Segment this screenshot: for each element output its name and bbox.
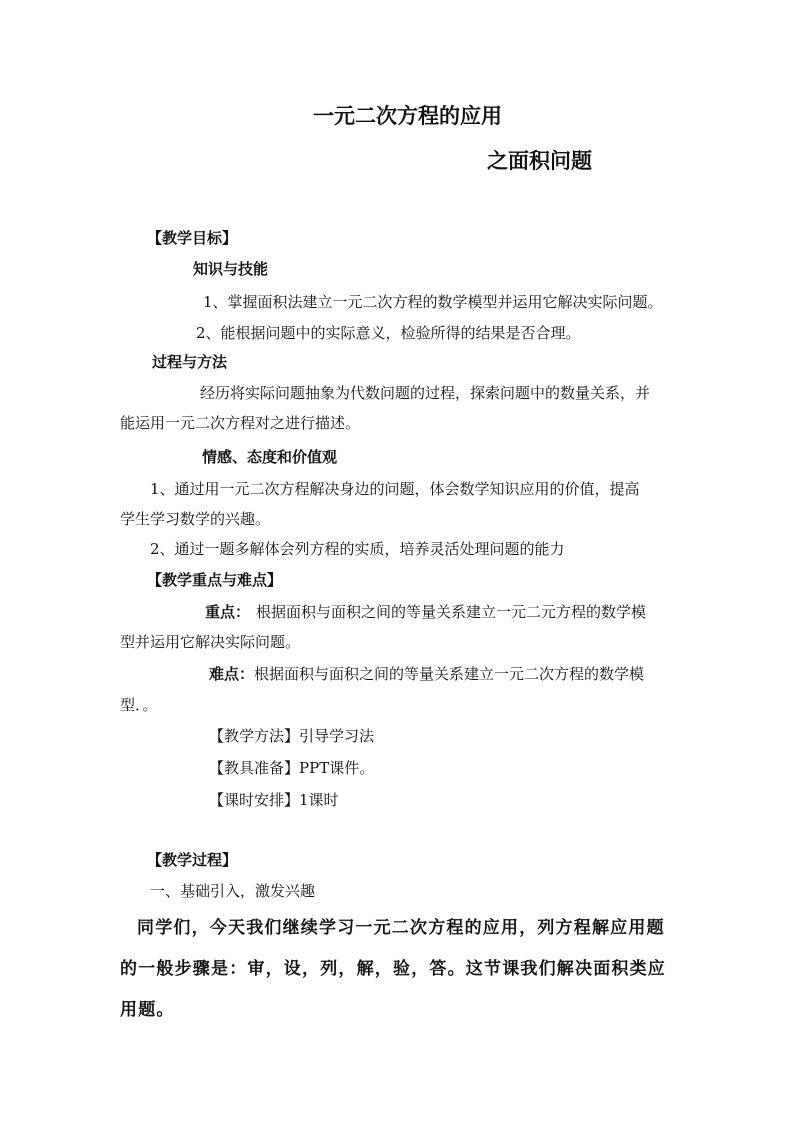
- emotion-heading: 情感、态度和价值观: [202, 448, 338, 466]
- teaching-method-label: 【教学方法】: [209, 727, 300, 745]
- knowledge-heading: 知识与技能: [193, 260, 269, 278]
- class-hours: [209, 790, 339, 810]
- teaching-method-value: 引导学习法: [299, 727, 375, 745]
- intro-paragraph-line-1: 同学们，今天我们继续学习一元二次方程的应用，列方程解应用题: [137, 918, 665, 938]
- key-point-label: 重点：: [205, 603, 251, 621]
- document-subtitle: 之面积问题: [487, 149, 592, 173]
- knowledge-item-2: 2、能根据问题中的实际意义，检验所得的结果是否合理。: [196, 324, 581, 342]
- teaching-method: [209, 726, 374, 746]
- intro-paragraph-line-3: 用题。: [120, 1000, 175, 1020]
- objectives-heading: 【教学目标】: [147, 229, 238, 247]
- key-point-line-2: 型并运用它解决实际问题。: [120, 633, 301, 651]
- process-method-heading: 过程与方法: [152, 353, 228, 371]
- intro-paragraph-line-2: 的一般步骤是：审，设，列，解，验，答。这节课我们解决面积类应: [120, 959, 666, 979]
- knowledge-item-1: 1、掌握面积法建立一元二次方程的数学模型并运用它解决实际问题。: [203, 293, 663, 311]
- teaching-process-heading: 【教学过程】: [147, 851, 238, 869]
- teaching-tools: [209, 758, 374, 778]
- emotion-item-1-line-2: 学生学习数学的兴趣。: [120, 510, 271, 528]
- class-hours-value: 1课时: [299, 791, 339, 809]
- teaching-tools-value: PPT课件。: [299, 759, 375, 777]
- emotion-item-1-line-1: 1、通过用一元二次方程解决身边的问题，体会数学知识应用的价值，提高: [150, 480, 640, 498]
- process-method-line-1: 经历将实际问题抽象为代数问题的过程，探索问题中的数量关系，并: [200, 384, 651, 402]
- teaching-tools-label: 【教具准备】: [209, 759, 300, 777]
- step-1-heading: 一、基础引入，激发兴趣: [150, 882, 316, 900]
- class-hours-label: 【课时安排】: [209, 791, 300, 809]
- difficult-point-label: 难点：: [209, 665, 255, 683]
- difficult-point-text: 根据面积与面积之间的等量关系建立一元二次方程的数学模: [254, 665, 645, 683]
- process-method-line-2: 能运用一元二次方程对之进行描述。: [120, 414, 361, 432]
- document-title: 一元二次方程的应用: [313, 104, 502, 128]
- key-point-line-1: [205, 602, 646, 622]
- difficult-point-line-1: [209, 664, 644, 684]
- emotion-item-2: 2、通过一题多解体会列方程的实质，培养灵活处理问题的能力: [150, 540, 565, 558]
- difficult-point-line-2: 型．。: [120, 696, 158, 714]
- key-points-heading: 【教学重点与难点】: [147, 571, 283, 589]
- key-point-text: 根据面积与面积之间的等量关系建立一元二元方程的数学模: [256, 603, 647, 621]
